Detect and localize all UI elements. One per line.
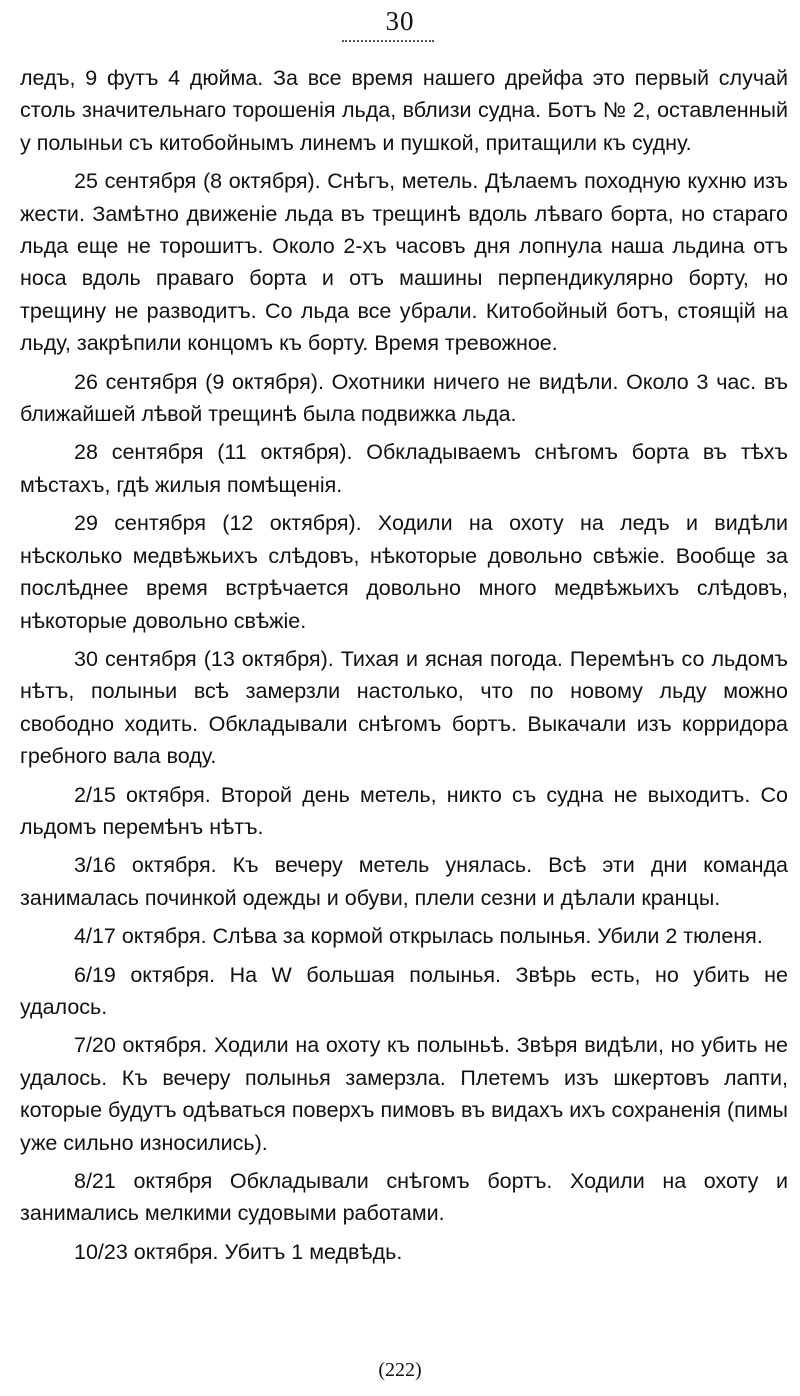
page-number: 30 <box>385 6 415 36</box>
footer-page-number: (222) <box>378 1359 422 1381</box>
entry-oct-2: 2/15 октября. Второй день метель, никто съ судна не выходитъ. Со льдомъ перемѣнъ нѣтъ. <box>20 782 788 839</box>
entry-oct-6: 6/19 октября. На W большая полынья. Звѣрь есть, но убить не удалось. <box>20 962 788 1019</box>
entry-sep-29: 29 сентября (12 октября). Ходили на охоту на ледъ и видѣли нѣсколько медвѣжьихъ слѣдовъ, нѣкоторые довольно свѣжіе. Вообще за послѣднее время встрѣчается довольно много медвѣжьихъ слѣдовъ, нѣкоторые довольно свѣжіе. <box>20 511 788 633</box>
entry-oct-10: 10/23 октября. Убитъ 1 медвѣдь. <box>74 1239 403 1264</box>
entry-sep-28: 28 сентября (11 октября). Обкладываемъ снѣгомъ борта въ тѣхъ мѣстахъ, гдѣ жилыя помѣщенія. <box>20 440 788 497</box>
entry-sep-30: 30 сентября (13 октября). Тихая и ясная погода. Перемѣнъ со льдомъ нѣтъ, полыньи всѣ замерзли настолько, что по новому льду можно свободно ходить. Обкладывали снѣгомъ бортъ. Выкачали изъ корридора гребного вала воду. <box>20 646 788 769</box>
body-text <box>20 62 788 1274</box>
entry-oct-7: 7/20 октября. Ходили на охоту къ полыньѣ. Звѣря видѣли, но убить не удалось. Къ вечеру полынья замерзла. Плетемъ изъ шкертовъ лапти, которые будутъ одѣваться поверхъ пимовъ въ видахъ ихъ сохраненія (пимы уже сильно износились). <box>20 1033 788 1155</box>
paragraph-continuation: ледъ, 9 футъ 4 дюйма. За все время нашего дрейфа это первый случай столь значительнаго торошенія льда, вблизи судна. Ботъ № 2, оставленный у полыньи съ китобойнымъ линемъ и пушкой, притащили къ судну. <box>20 66 788 155</box>
entry-oct-4: 4/17 октября. Слѣва за кормой открылась полынья. Убили 2 тюленя. <box>74 924 763 949</box>
entry-oct-8: 8/21 октября Обкладывали снѣгомъ бортъ. Ходили на охоту и занимались мелкими судовыми работами. <box>20 1169 788 1226</box>
header-rule <box>342 40 434 42</box>
entry-sep-26: 26 сентября (9 октября). Охотники ничего не видѣли. Около 3 час. въ ближайшей лѣвой трещинѣ была подвижка льда. <box>20 369 788 427</box>
entry-oct-3: 3/16 октября. Къ вечеру метель унялась. Всѣ эти дни команда занималась починкой одежды и обуви, плели сезни и дѣлали кранцы. <box>20 853 788 910</box>
entry-sep-25: 25 сентября (8 октября). Снѣгъ, метель. Дѣлаемъ походную кухню изъ жести. Замѣтно движеніе льда въ трещинѣ вдоль лѣваго борта, но стараго льда еще не торошитъ. Около 2-хъ часовъ дня лопнула наша льдина отъ носа вдоль праваго борта и отъ машины перпендикулярно борту, но трещину не разводитъ. Со льда все убрали. Китобойный ботъ, стоящій на льду, закрѣпили концомъ къ борту. Время тревожное. <box>20 169 788 356</box>
